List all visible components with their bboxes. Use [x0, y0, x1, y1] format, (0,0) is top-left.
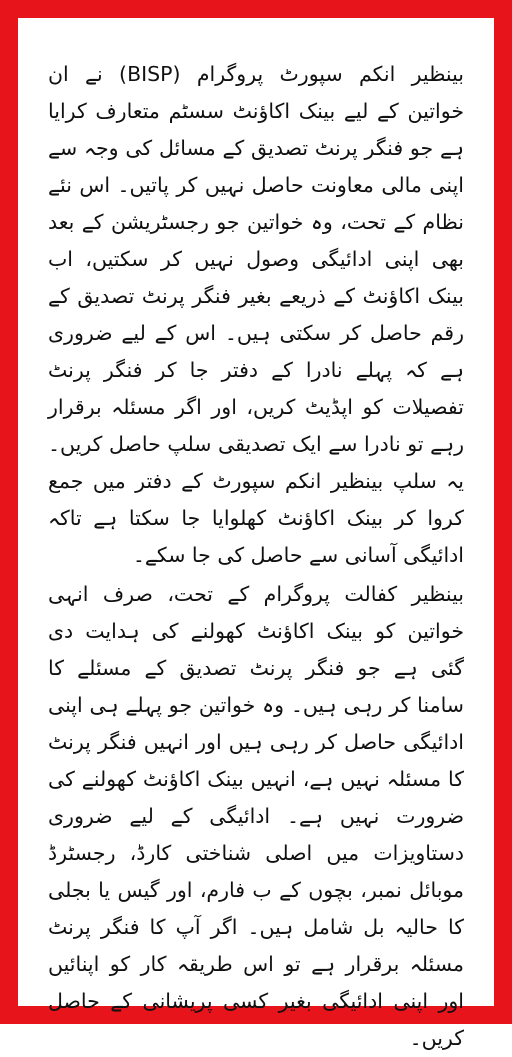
article-paragraph-1: بینظیر انکم سپورٹ پروگرام (BISP) نے ان خواتین کے لیے بینک اکاؤنٹ سسٹم متعارف کرایا ہے جو فنگر پرنٹ تصدیق کے مسائل کی وجہ سے اپنی مالی معاونت حاصل نہیں کر پاتیں۔ اس نئے نظام کے تحت، وہ خواتین جو رجسٹریشن کے بعد بھی اپنی ادائیگی وصول نہیں کر سکتیں، اب بینک اکاؤنٹ کے ذریعے بغیر فنگر پرنٹ تصدیق کے رقم حاصل کر سکتی ہیں۔ اس کے لیے ضروری ہے کہ پہلے نادرا کے دفتر جا کر فنگر پرنٹ تفصیلات کو اپڈیٹ کریں، اور اگر مسئلہ برقرار رہے تو نادرا سے ایک تصدیقی سلپ حاصل کریں۔ یہ سلپ بینظیر انکم سپورٹ کے دفتر میں جمع کروا کر بینک اکاؤنٹ کھلوایا جا سکتا ہے تاکہ ادائیگی آسانی سے حاصل کی جا سکے۔ [48, 62, 464, 567]
article-paragraph-2: بینظیر کفالت پروگرام کے تحت، صرف انہی خواتین کو بینک اکاؤنٹ کھولنے کی ہدایت دی گئی ہے جو فنگر پرنٹ تصدیق کے مسئلے کا سامنا کر رہی ہیں۔ وہ خواتین جو پہلے ہی اپنی ادائیگی حاصل کر رہی ہیں اور انہیں فنگر پرنٹ کا مسئلہ نہیں ہے، انہیں بینک اکاؤنٹ کھولنے کی ضرورت نہیں ہے۔ ادائیگی کے لیے ضروری دستاویزات میں اصلی شناختی کارڈ، رجسٹرڈ موبائل نمبر، بچوں کے ب فارم، اور گیس یا بجلی کا حالیہ بل شامل ہیں۔ اگر آپ کا فنگر پرنٹ مسئلہ برقرار ہے تو اس طریقہ کار کو اپنائیں اور اپنی ادائیگی بغیر کسی پریشانی کے حاصل کریں۔ [48, 582, 464, 1050]
article-body [48, 56, 464, 1050]
